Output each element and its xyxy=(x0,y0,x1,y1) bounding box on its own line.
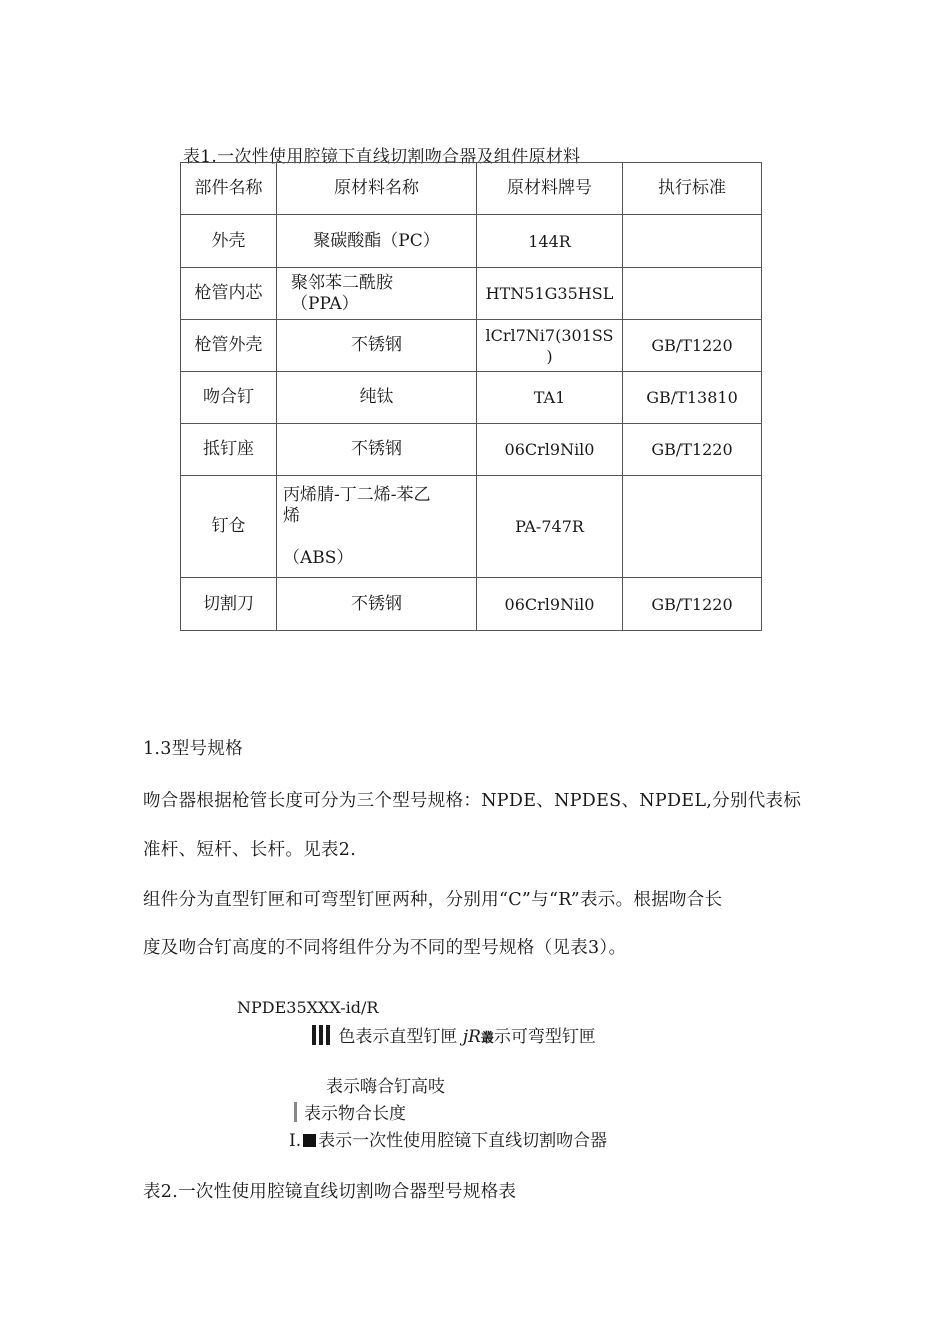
cell-standard: GB/T1220 xyxy=(623,320,762,372)
diagram-line-4 xyxy=(289,1126,607,1151)
diagram-line-3 xyxy=(294,1099,406,1124)
materials-table xyxy=(180,162,762,631)
cell-material: 不锈钢 xyxy=(277,320,477,372)
cell-part: 抵钉座 xyxy=(181,424,277,476)
diagram-line-1 xyxy=(312,1022,596,1047)
cell-standard: GB/T13810 xyxy=(623,372,762,424)
diagram-text: jR xyxy=(462,1027,481,1047)
paragraph-line: 吻合器根据枪管长度可分为三个型号规格：NPDE、NPDES、NPDEL,分别代表标 xyxy=(143,791,802,811)
diagram-text: 表示一次性使用腔镜下直线切割吻合器 xyxy=(318,1131,608,1151)
table-row xyxy=(181,476,762,578)
cell-material: 不锈钢 xyxy=(277,424,477,476)
cell-material: 不锈钢 xyxy=(277,578,477,631)
cell-standard xyxy=(623,215,762,268)
cell-material: 丙烯腈-丁二烯-苯乙 烯 （ABS） xyxy=(277,476,477,578)
cell-standard xyxy=(623,268,762,320)
cell-part: 吻合钉 xyxy=(181,372,277,424)
cell-grade: lCrl7Ni7(301SS ) xyxy=(477,320,623,372)
table1-caption: 表1.一次性使用腔镜下直线切割吻合器及组件原材料 xyxy=(183,147,581,167)
cell-grade: 06Crl9Nil0 xyxy=(477,424,623,476)
bracket-bar-icon xyxy=(326,1025,330,1045)
header-grade: 原材料牌号 xyxy=(477,163,623,215)
cell-material: 聚碳酸酯（PC） xyxy=(277,215,477,268)
header-standard: 执行标准 xyxy=(623,163,762,215)
table-row xyxy=(181,578,762,631)
bracket-bar-icon xyxy=(312,1025,316,1045)
paragraph-line: 度及吻合钉高度的不同将组件分为不同的型号规格（见表3）。 xyxy=(143,938,627,958)
table-row xyxy=(181,424,762,476)
cell-part: 外壳 xyxy=(181,215,277,268)
bracket-bar-icon xyxy=(319,1025,323,1045)
table-row xyxy=(181,215,762,268)
table-row xyxy=(181,268,762,320)
cell-material: 纯钛 xyxy=(277,372,477,424)
cell-part: 枪管外壳 xyxy=(181,320,277,372)
cell-part: 切割刀 xyxy=(181,578,277,631)
section-heading: 1.3型号规格 xyxy=(143,739,243,759)
header-material: 原材料名称 xyxy=(277,163,477,215)
model-code: NPDE35XXX-id/R xyxy=(237,998,379,1017)
cell-part: 枪管内芯 xyxy=(181,268,277,320)
cell-grade: HTN51G35HSL xyxy=(477,268,623,320)
cell-standard: GB/T1220 xyxy=(623,578,762,631)
cell-grade: TA1 xyxy=(477,372,623,424)
cell-standard xyxy=(623,476,762,578)
table-header-row xyxy=(181,163,762,215)
diagram-text: 色表示直型钉匣 xyxy=(338,1027,458,1047)
diagram-text: 叢 xyxy=(480,1031,494,1046)
cell-grade: PA-747R xyxy=(477,476,623,578)
cell-standard: GB/T1220 xyxy=(623,424,762,476)
cell-grade: 06Crl9Nil0 xyxy=(477,578,623,631)
diagram-text: 表示物合长度 xyxy=(304,1104,406,1124)
table-row xyxy=(181,372,762,424)
cell-grade: 144R xyxy=(477,215,623,268)
cell-part: 钉仓 xyxy=(181,476,277,578)
paragraph-line: 组件分为直型钉匣和可弯型钉匣两种，分别用“C”与“R”表示。根据吻合长 xyxy=(143,890,723,910)
table-row xyxy=(181,320,762,372)
cell-material: 聚邻苯二酰胺 （PPA） xyxy=(277,268,477,320)
diagram-text: 示可弯型钉匣 xyxy=(493,1027,596,1047)
header-part: 部件名称 xyxy=(181,163,277,215)
diagram-line-2: 表示嗨合钉高吱 xyxy=(326,1077,445,1097)
bracket-bar-icon xyxy=(294,1102,297,1122)
diagram-text: I. xyxy=(289,1131,302,1151)
square-icon xyxy=(303,1134,316,1147)
paragraph-line: 准杆、短杆、长杆。见表2. xyxy=(143,840,357,860)
table2-caption: 表2.一次性使用腔镜直线切割吻合器型号规格表 xyxy=(143,1182,517,1202)
